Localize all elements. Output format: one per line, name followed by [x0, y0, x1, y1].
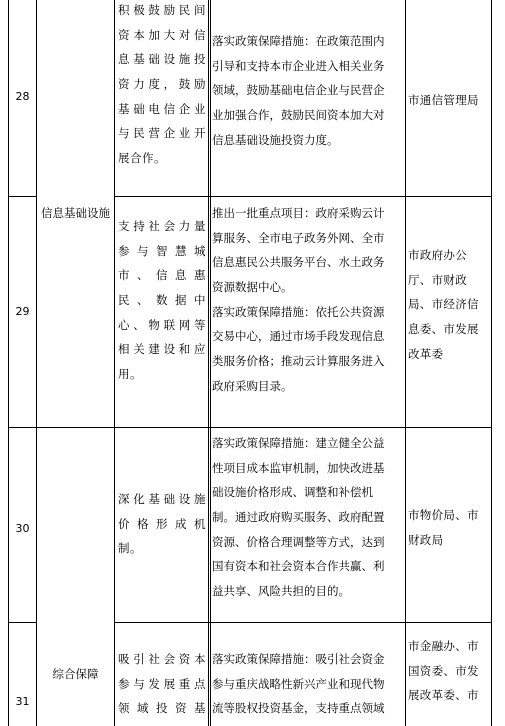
measure-line: 信息惠民公共服务平台、水土政务 — [212, 255, 385, 270]
task-line: 心、物联网等 — [118, 317, 206, 332]
department-line: 厅、市财政 — [408, 272, 467, 287]
task-line: 积极鼓励民间 — [118, 3, 206, 17]
row-number: 29 — [15, 305, 30, 318]
measure-line: 落实政策保障措施：依托公共资源 — [212, 304, 385, 319]
row-number: 31 — [15, 695, 30, 708]
measure-line: 益共享、风险共担的目的。 — [212, 584, 350, 599]
measure-line: 资源、价格合理调整等方式，达到 — [212, 534, 385, 549]
column-divider — [405, 0, 406, 726]
department-cell — [408, 634, 490, 708]
task-line: 深化基础设施 — [118, 492, 206, 506]
row-separator — [8, 622, 36, 623]
department-line: 展改革委、市 — [408, 688, 479, 703]
task-line: 参与智慧城 — [118, 243, 206, 258]
measure-line: 推出一批重点项目：政府采购云计 — [212, 206, 385, 220]
category-comprehensive-guarantee: 综合保障 — [52, 667, 99, 681]
task-cell — [118, 214, 206, 387]
measure-line: 政府采购目录。 — [212, 378, 293, 393]
measure-line: 落实政策保障措施：建立健全公益 — [212, 436, 385, 450]
measure-cell — [212, 431, 404, 604]
row-number: 30 — [15, 522, 30, 535]
task-line: 价格形成机 — [118, 516, 206, 531]
task-line: 制。 — [118, 541, 142, 556]
measure-line: 国有资本和社会资本合作共赢、利 — [212, 559, 385, 574]
measure-line: 础设施价格形成、调整和补偿机 — [212, 485, 373, 500]
department-line: 局、市经济信 — [408, 297, 479, 312]
row-separator — [114, 196, 492, 197]
measure-line: 资源数据中心。 — [212, 280, 293, 295]
row-separator — [114, 622, 492, 623]
measure-line: 落实政策保障措施：吸引社会资金 — [212, 652, 385, 666]
department-cell — [408, 503, 490, 552]
department-line: 市政府办公 — [408, 248, 467, 262]
task-line: 参与发展重点 — [118, 676, 206, 691]
department-line: 市金融办、市 — [408, 639, 479, 653]
task-line: 展合作。 — [118, 151, 166, 166]
department-line: 息委、市发展 — [408, 322, 479, 337]
task-line: 民、数据中 — [118, 293, 206, 308]
column-divider — [208, 0, 209, 726]
measure-line: 性项目成本监审机制，加快改进基 — [212, 460, 385, 475]
task-line: 领域投资基 — [118, 701, 206, 716]
column-divider — [36, 0, 37, 726]
measure-line: 落实政策保障措施：在政策范围内 — [212, 34, 385, 48]
department-cell — [408, 88, 490, 113]
measure-line: 类服务价格；推动云计算服务进入 — [212, 354, 385, 369]
row-number: 28 — [15, 90, 30, 103]
measure-cell — [212, 647, 404, 721]
table-border-right — [491, 0, 492, 726]
measure-line: 算服务、全市电子政务外网、全市 — [212, 230, 385, 245]
department-line: 财政局 — [408, 532, 444, 547]
task-line: 相关建设和应 — [118, 342, 206, 357]
row-separator — [8, 196, 36, 197]
measure-cell — [212, 201, 404, 399]
column-divider — [114, 0, 115, 726]
task-cell — [118, 487, 206, 561]
department-line: 国资委、市发 — [408, 663, 479, 678]
task-line: 资力度，鼓励 — [118, 77, 206, 92]
task-cell — [118, 0, 206, 171]
measure-line: 信息基础设施投资力度。 — [212, 132, 339, 147]
column-divider — [210, 0, 211, 726]
task-line: 用。 — [118, 367, 142, 382]
task-line: 支持社会力量 — [118, 219, 206, 233]
measure-line: 制。通过政府购买服务、政府配置 — [212, 510, 385, 525]
row-separator — [8, 427, 492, 428]
category-info-infrastructure: 信息基础设施 — [41, 206, 110, 220]
task-line: 吸引社会资本 — [118, 652, 206, 666]
department-line: 改革委 — [408, 346, 444, 361]
department-line: 市通信管理局 — [408, 93, 479, 107]
department-line: 市物价局、市 — [408, 508, 479, 522]
measure-line: 领域，鼓励基础电信企业与民营企 — [212, 83, 385, 98]
task-line: 基础电信企业 — [118, 101, 206, 116]
table-border-left — [8, 0, 9, 726]
measure-line: 引导和支持本市企业进入相关业务 — [212, 58, 385, 73]
measure-line: 交易中心，通过市场手段发现信息 — [212, 329, 385, 344]
task-cell — [118, 647, 206, 721]
task-line: 与民营企业开 — [118, 126, 206, 141]
measure-line: 参与重庆战略性新兴产业和现代物 — [212, 676, 385, 691]
task-line: 资本加大对信 — [118, 27, 206, 42]
department-cell — [408, 243, 490, 366]
task-line: 市、信息惠 — [118, 268, 206, 283]
task-line: 息基础设施投 — [118, 52, 206, 67]
measure-line: 业加强合作，鼓励民间资本加大对 — [212, 108, 385, 123]
measure-line: 流等股权投资基金，支持重点领域 — [212, 701, 385, 716]
measure-cell — [212, 29, 404, 152]
